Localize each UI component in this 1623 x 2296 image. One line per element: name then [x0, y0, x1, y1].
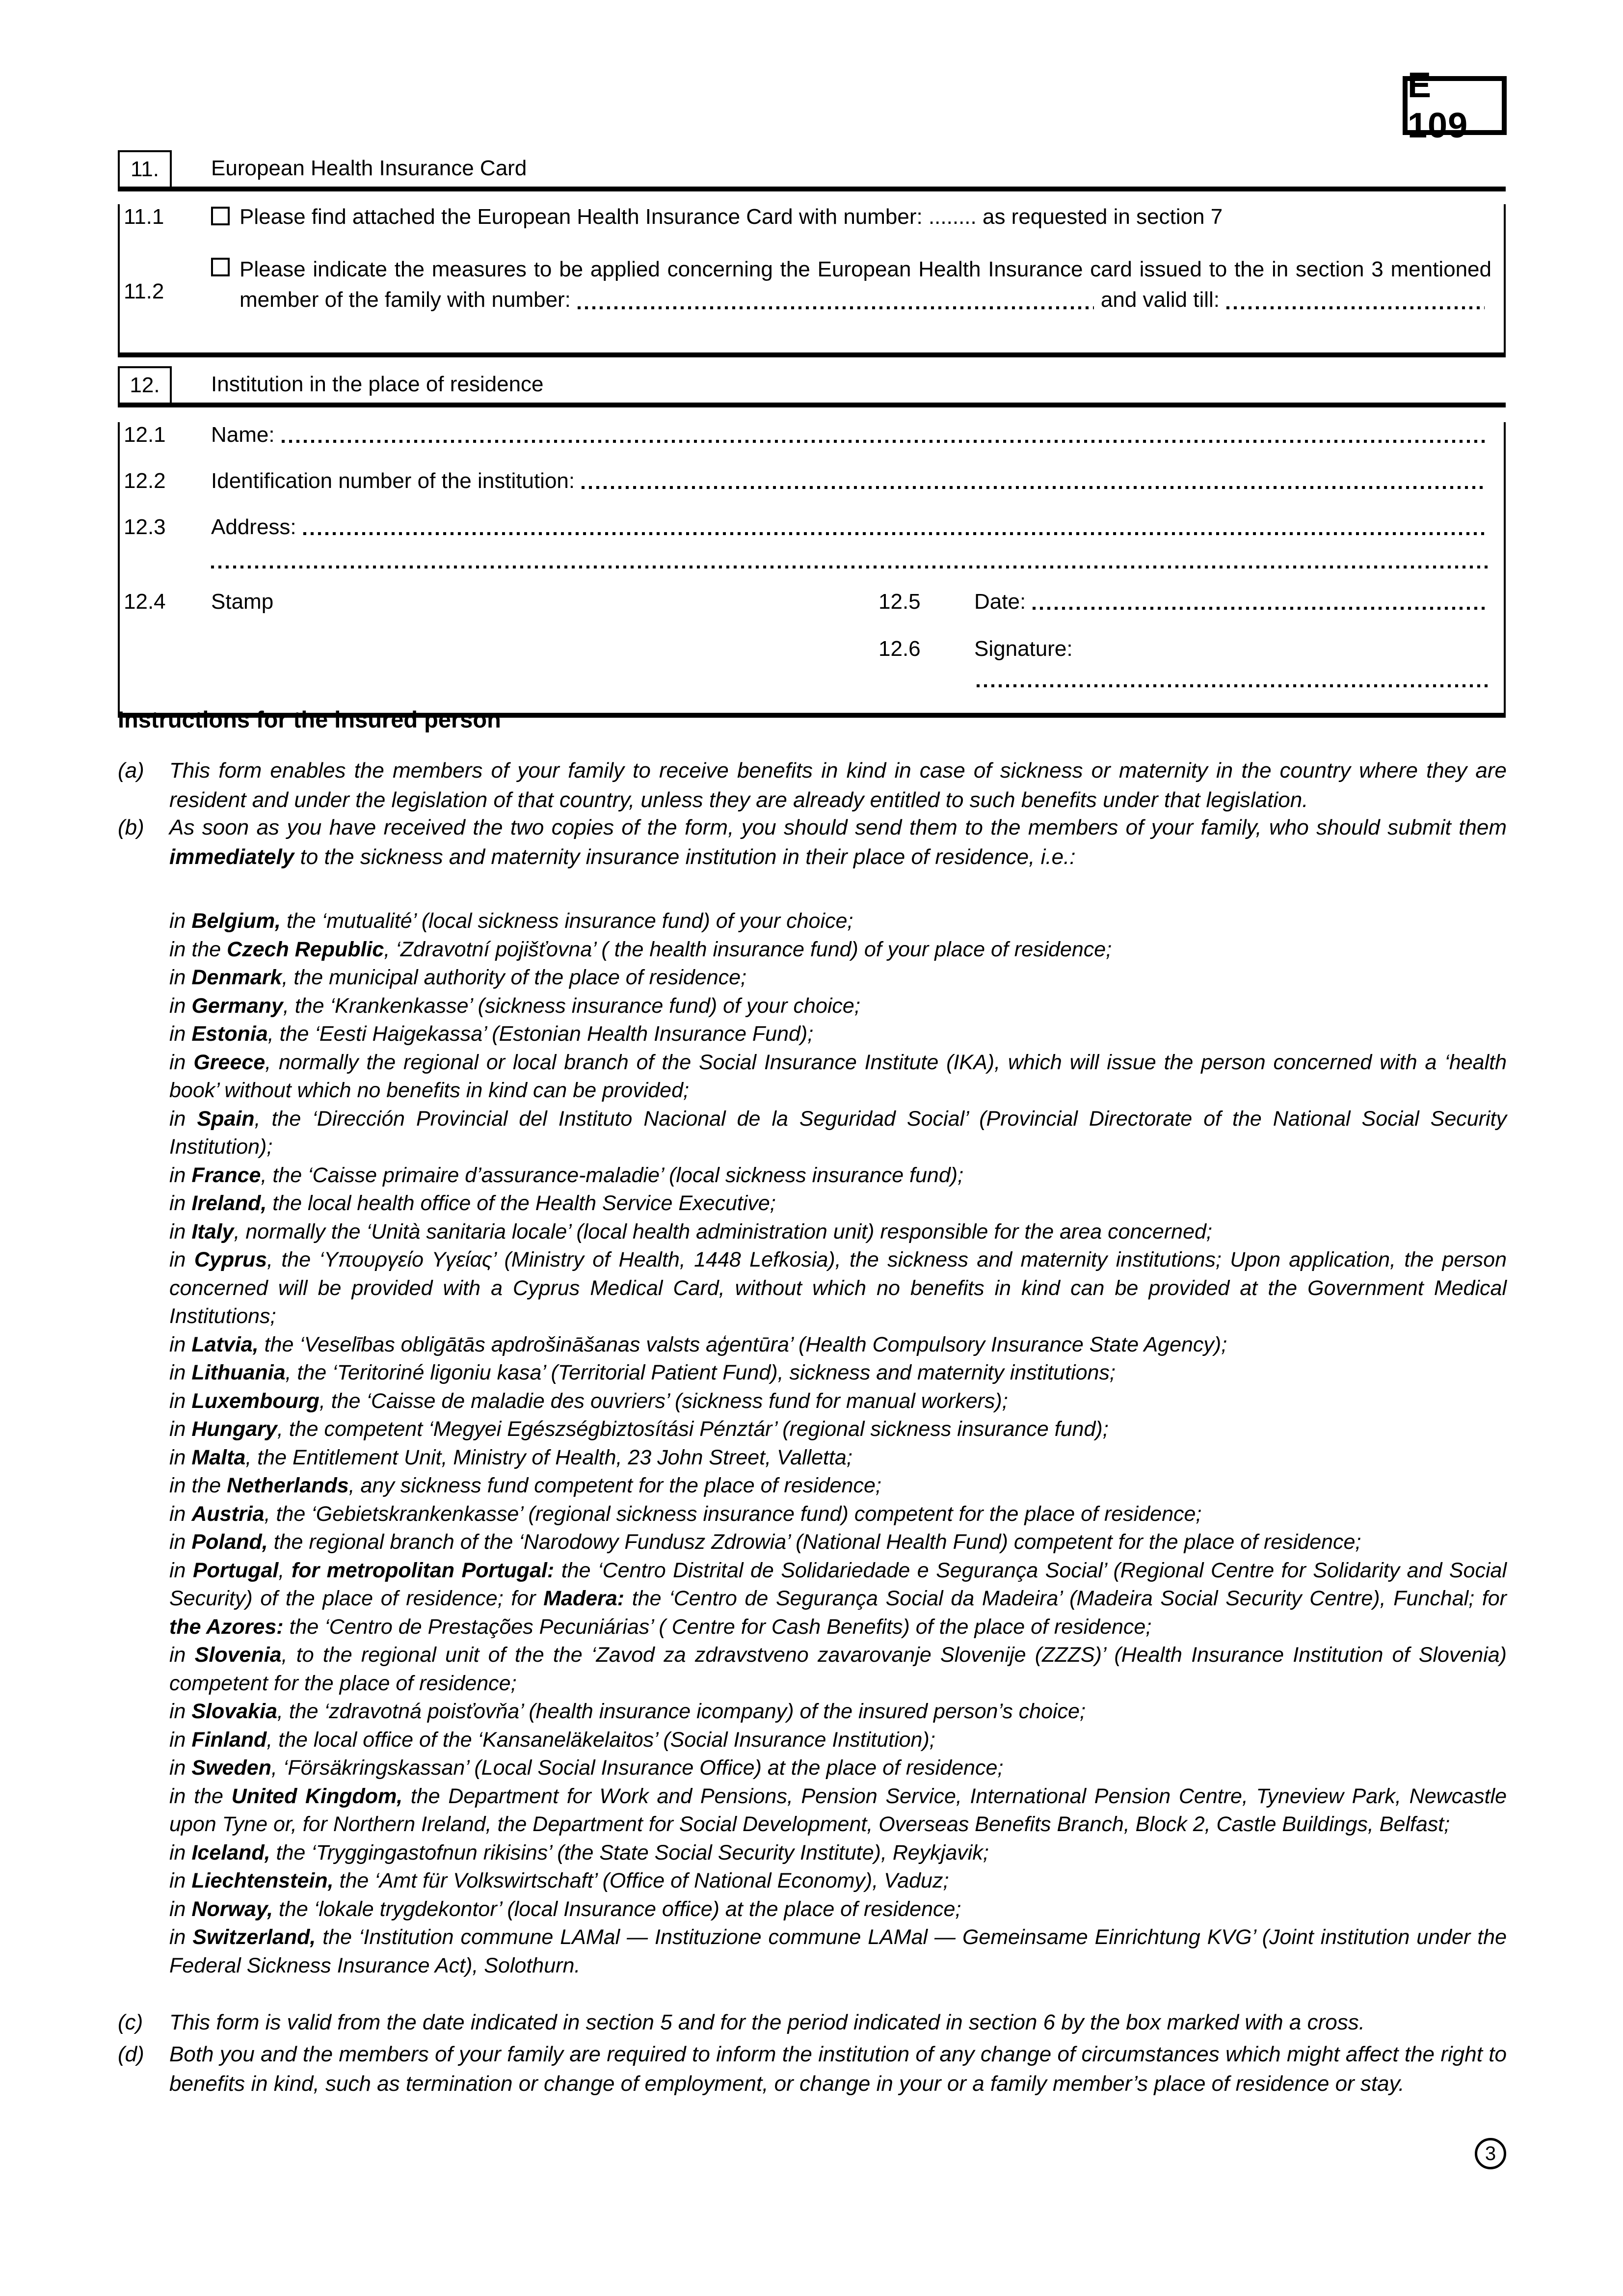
page-number: 3 [1485, 2142, 1496, 2164]
country-item: in Malta, the Entitlement Unit, Ministry of Health, 23 John Street, Valletta; [169, 1445, 852, 1469]
country-item: in Latvia, the ‘Veselības obligātās apdrošināšanas valsts aģentūra’ (Health Compulsory Insurance State Agency); [169, 1332, 1227, 1356]
section-12-body [118, 422, 1506, 718]
identification-number-input-line[interactable] [582, 486, 1485, 489]
address-input-line[interactable] [303, 532, 1485, 535]
country-item: in Iceland, the ‘Tryggingastofnun rikisins’ (the State Social Security Institute), Reykjavik; [169, 1840, 989, 1864]
item-text-line2 [239, 286, 1491, 314]
country-item: in Slovakia, the ‘zdravotná poisťovňa’ (health insurance icompany) of the insured person’s choice; [169, 1700, 1086, 1723]
country-item: in Slovenia, to the regional unit of the the ‘Zavod za zdravstveno zavarovanje Slovenije (ZZZS)’ (Health Insurance Institution of Slovenia) competent for the place of residence; [169, 1643, 1507, 1695]
instruction-a [118, 756, 1507, 815]
country-item: in Sweden, ‘Försäkringskassan’ (Local Social Insurance Office) at the place of residence; [169, 1756, 1004, 1780]
country-item: in the Czech Republic, ‘Zdravotní pojišťovna’ ( the health insurance fund) of your place of residence; [169, 937, 1112, 961]
item-number: 12.2 [124, 469, 166, 493]
item-number: 12.1 [124, 423, 166, 447]
country-item: in Hungary, the competent ‘Megyei Egészségbiztosítási Pénztár’ (regional sickness insurance fund); [169, 1417, 1109, 1441]
date-label: Date: [974, 590, 1026, 614]
address-input-line2[interactable] [211, 566, 1491, 568]
paragraph-marker: (a) [118, 758, 144, 783]
section-11 [118, 150, 1506, 357]
form-code-box [1403, 66, 1507, 145]
country-list [169, 907, 1507, 1980]
paragraph-marker: (d) [118, 2042, 144, 2066]
date-input-line[interactable] [1033, 607, 1485, 610]
section-12-number: 12. [118, 366, 172, 403]
country-item: in Finland, the local office of the ‘Kansaneläkelaitos’ (Social Insurance Institution); [169, 1728, 935, 1752]
address-label: Address: [211, 515, 296, 539]
item-number: 11.2 [124, 279, 164, 303]
item-text-line1: Please indicate the measures to be applied concerning the European Health Insurance card issued to the in section 3 mentioned [239, 257, 1491, 281]
stamp-label: Stamp [211, 590, 274, 614]
item-number: 12.4 [124, 590, 166, 614]
country-item: in Poland, the regional branch of the ‘Narodowy Fundusz Zdrowia’ (National Health Fund) competent for the place of residence; [169, 1530, 1361, 1554]
country-item: in France, the ‘Caisse primaire d’assurance-maladie’ (local sickness insurance fund); [169, 1163, 964, 1187]
form-code: E 109 [1408, 66, 1468, 145]
name-input-line[interactable] [282, 440, 1485, 443]
section-11-header [118, 150, 1506, 191]
country-item: in Cyprus, the ‘Υπουργείο Υγείας’ (Ministry of Health, 1448 Lefkosia), the sickness and maternity institutions; Upon application, the person concerned will be provided with a Cyprus Medical Card, without which no benefits in kind can be provided at the Government Medical Institutions; [169, 1248, 1507, 1328]
country-item: in Switzerland, the ‘Institution commune LAMal — Instituzione commune LAMal — Gemeinsame Einrichtung KVG’ (Joint institution under the Federal Sickness Insurance Act), Solothurn. [169, 1925, 1507, 1977]
instruction-b [118, 813, 1507, 872]
country-item: in Portugal, for metropolitan Portugal: the ‘Centro Distrital de Solidariedade e Segurança Social’ (Regional Centre for Solidarity and Social Security) of the place of residence; for Madera: the ‘Centro de Segurança Social da Madeira’ (Madeira Social Security Centre), Funchal; for the Azores: the ‘Centro de Prestações Pecuniárias’ ( Centre for Cash Benefits) of the place of residence; [169, 1558, 1507, 1639]
instruction-c [118, 2008, 1507, 2037]
name-label: Name: [211, 423, 275, 447]
paragraph-marker: (c) [118, 2010, 143, 2034]
section-12-header [118, 366, 1506, 407]
section-11-title: European Health Insurance Card [211, 156, 527, 180]
item-text: Please find attached the European Health Insurance Card with number: ........ as requested in section 7 [239, 205, 1223, 229]
country-item: in Norway, the ‘lokale trygdekontor’ (local Insurance office) at the place of residence; [169, 1897, 961, 1921]
country-item: in Belgium, the ‘mutualité’ (local sickness insurance fund) of your choice; [169, 909, 853, 933]
row-11-1 [124, 204, 1491, 230]
member-number-label: member of the family with number: [239, 288, 571, 312]
member-number-input-line[interactable] [578, 306, 1094, 309]
country-item: in Spain, the ‘Dirección Provincial del Instituto Nacional de la Seguridad Social’ (Provincial Directorate of the National Social Security Institution); [169, 1107, 1507, 1159]
paragraph-text-before: As soon as you have received the two copies of the form, you should send them to the members of your family, who should submit them [169, 815, 1507, 839]
section-12 [118, 366, 1506, 718]
item-number: 12.5 [878, 590, 921, 614]
section-11-number: 11. [118, 150, 172, 187]
country-item: in Liechtenstein, the ‘Amt für Volkswirtschaft’ (Office of National Economy), Vaduz; [169, 1869, 949, 1892]
signature-input-line[interactable] [977, 684, 1491, 687]
paragraph-text-after: to the sickness and maternity insurance institution in their place of residence, i.e.: [294, 845, 1076, 869]
valid-till-input-line[interactable] [1226, 306, 1485, 309]
row-12-2 [124, 468, 1491, 494]
checkbox-11-2[interactable] [211, 258, 230, 276]
paragraph-text: Both you and the members of your family are required to inform the institution of any change of circumstances which might affect the right to benefits in kind, such as termination or change of employment, or change in your or a family member’s place of residence or stay. [169, 2042, 1507, 2096]
item-number: 12.6 [878, 637, 921, 661]
signature-label: Signature: [974, 637, 1073, 661]
country-item: in Estonia, the ‘Eesti Haigekassa’ (Estonian Health Insurance Fund); [169, 1022, 814, 1046]
paragraph-marker: (b) [118, 815, 144, 839]
paragraph-text: This form is valid from the date indicated in section 5 and for the period indicated in section 6 by the box marked with a cross. [169, 2010, 1365, 2034]
country-item: in Germany, the ‘Krankenkasse’ (sickness insurance fund) of your choice; [169, 994, 860, 1018]
item-number: 11.1 [124, 205, 164, 229]
section-11-body [118, 204, 1506, 357]
valid-till-label: and valid till: [1100, 288, 1220, 312]
country-item: in Ireland, the local health office of the Health Service Executive; [169, 1191, 776, 1215]
instruction-d [118, 2040, 1507, 2099]
country-item: in the United Kingdom, the Department for Work and Pensions, Pension Service, International Pension Centre, Tyneview Park, Newcastle upon Tyne or, for Northern Ireland, the Department for Social Development, Overseas Benefits Branch, Block 2, Castle Buildings, Belfast; [169, 1784, 1507, 1836]
row-11-2 [124, 255, 1491, 314]
row-12-3 [124, 514, 1491, 540]
row-12-1 [124, 422, 1491, 448]
section-12-title: Institution in the place of residence [211, 372, 544, 396]
instructions-heading: Instructions for the insured person [118, 706, 501, 732]
country-item: in the Netherlands, any sickness fund competent for the place of residence; [169, 1474, 881, 1497]
row-12-6 [124, 636, 1491, 662]
paragraph-text [169, 813, 1507, 872]
paragraph-text: This form enables the members of your family to receive benefits in kind in case of sickness or maternity in the country where they are resident and under the legislation of that country, unless they are already entitled to such benefits under that legislation. [169, 758, 1507, 812]
row-12-4-5 [124, 589, 1491, 615]
item-number: 12.3 [124, 515, 166, 539]
page-number-badge [1475, 2138, 1506, 2169]
country-item: in Italy, normally the ‘Unità sanitaria locale’ (local health administration unit) responsible for the area concerned; [169, 1219, 1212, 1243]
country-item: in Lithuania, the ‘Teritoriné ligoniu kasa’ (Territorial Patient Fund), sickness and maternity institutions; [169, 1361, 1116, 1384]
country-item: in Luxembourg, the ‘Caisse de maladie des ouvriers’ (sickness fund for manual workers); [169, 1389, 1008, 1413]
country-item: in Greece, normally the regional or local branch of the Social Insurance Institute (IKA), which will issue the person concerned with a ‘health book’ without which no benefits in kind can be provided; [169, 1050, 1507, 1102]
paragraph-bold-word: immediately [169, 845, 294, 869]
country-item: in Denmark, the municipal authority of the place of residence; [169, 966, 746, 989]
checkbox-11-1[interactable] [211, 207, 230, 225]
country-item: in Austria, the ‘Gebietskrankenkasse’ (regional sickness insurance fund) competent for the place of residence; [169, 1502, 1202, 1526]
identification-number-label: Identification number of the institution: [211, 469, 575, 493]
